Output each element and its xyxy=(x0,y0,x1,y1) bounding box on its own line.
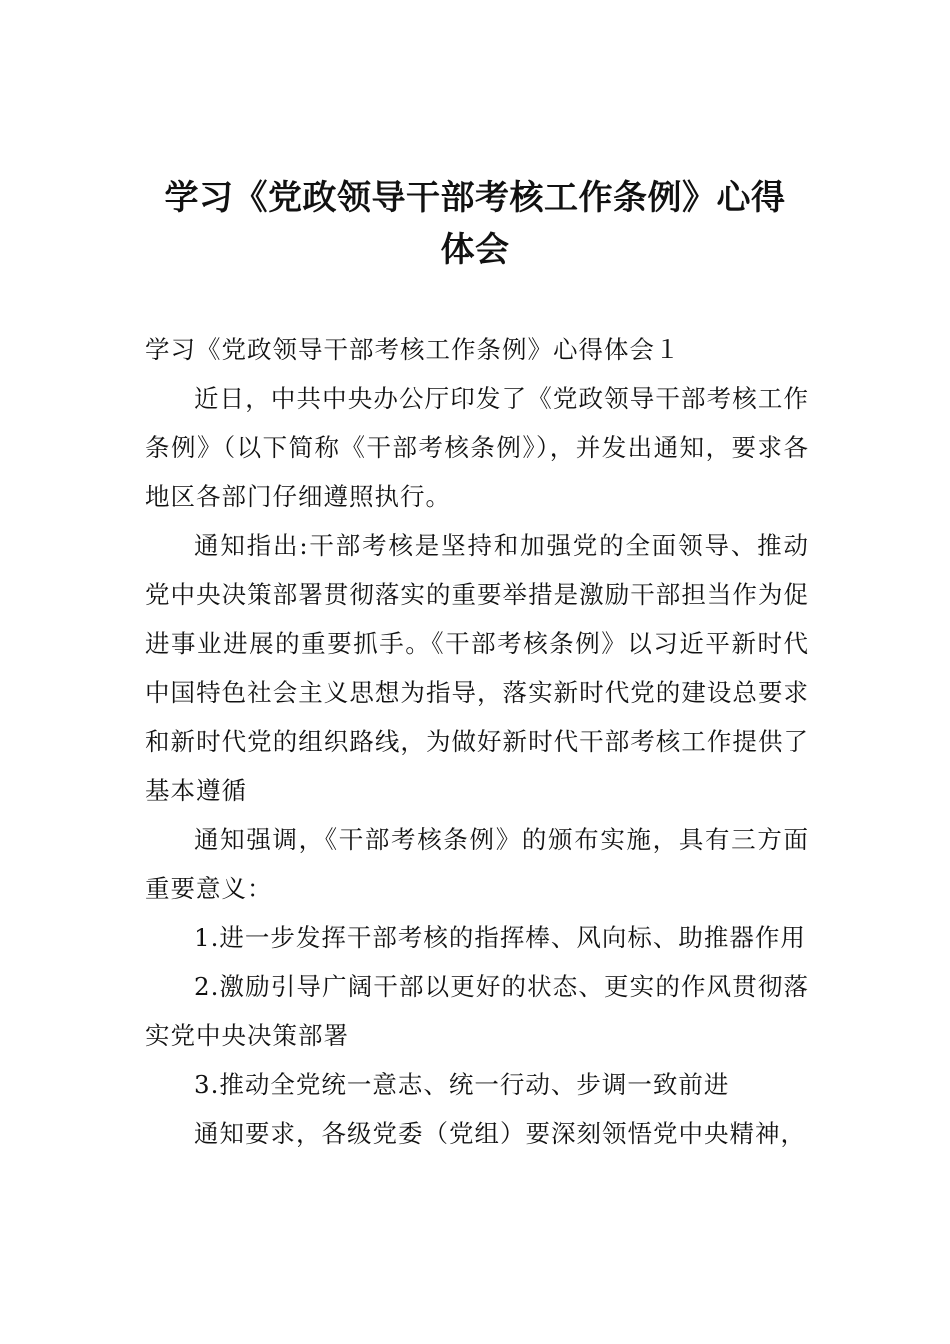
title-line-1: 学习《党政领导干部考核工作条例》心得 xyxy=(164,178,786,218)
list-item-3: 3.推动全党统一意志、统一行动、步调一致前进 xyxy=(194,1070,730,1099)
title-line-2: 体会 xyxy=(440,230,510,270)
paragraph-2: 通知指出:干部考核是坚持和加强党的全面领导、推动党中央决策部署贯彻落实的重要举措是激励干部担当作为促进事业进展的重要抓手。《干部考核条例》以习近平新时代中国特色社会主义思想为指导，落实新时代党的建设总要求和新时代党的组织路线，为做好新时代干部考核工作提供了基本遵循 xyxy=(145,531,809,805)
document-body xyxy=(145,325,809,1158)
section-heading: 学习《党政领导干部考核工作条例》心得体会１ xyxy=(145,335,681,364)
paragraph-1: 近日，中共中央办公厅印发了《党政领导干部考核工作条例》（以下简称《干部考核条例》），并发出通知，要求各地区各部门仔细遵照执行。 xyxy=(145,384,809,511)
paragraph-3: 通知强调，《干部考核条例》的颁布实施，具有三方面重要意义： xyxy=(145,825,809,903)
document-title xyxy=(145,172,805,276)
list-item-1: 1.进一步发挥干部考核的指挥棒、风向标、助推器作用 xyxy=(194,923,806,952)
list-item-2: 2.激励引导广阔干部以更好的状态、更实的作风贯彻落实党中央决策部署 xyxy=(145,972,809,1050)
paragraph-4: 通知要求，各级党委（党组）要深刻领悟党中央精神， xyxy=(194,1119,806,1148)
